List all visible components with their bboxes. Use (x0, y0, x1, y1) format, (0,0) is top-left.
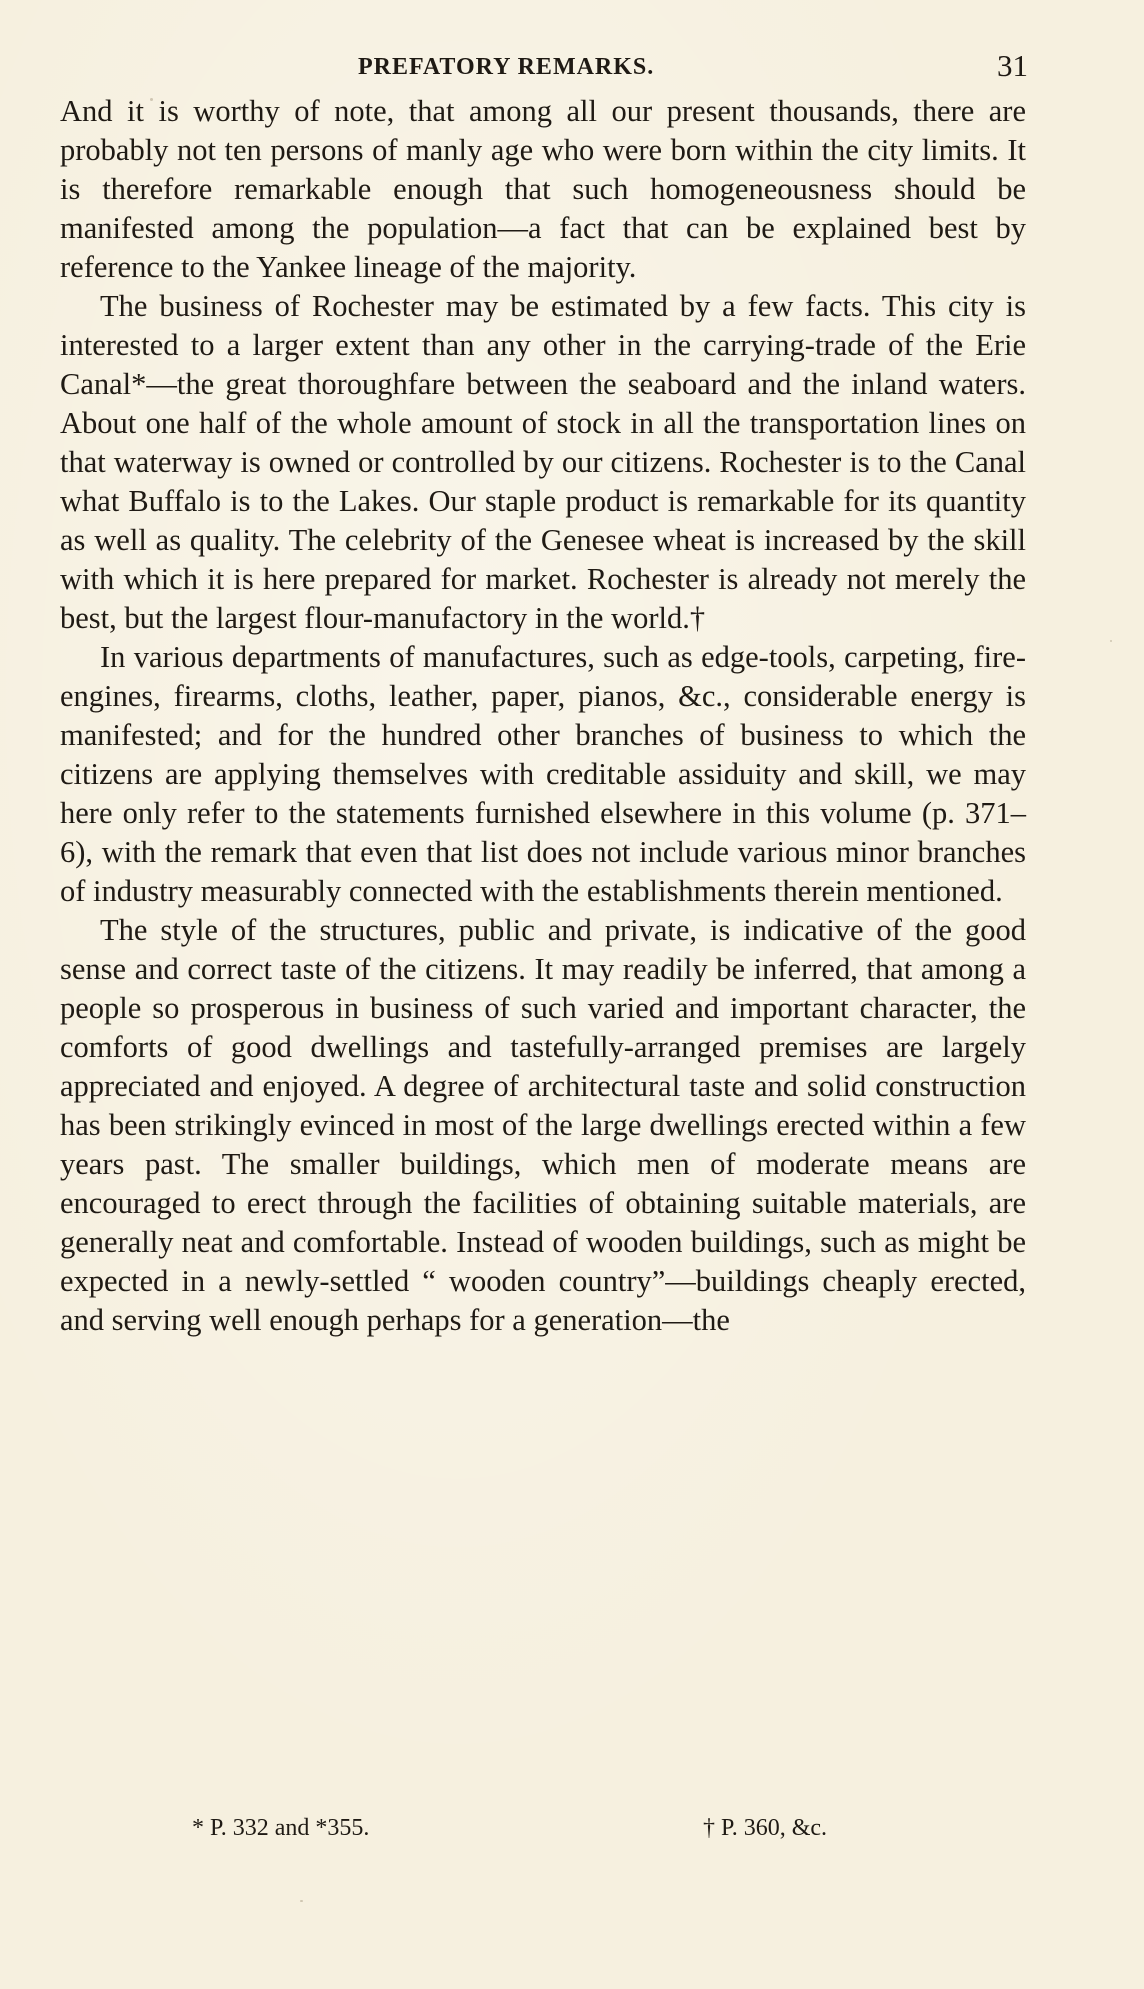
paragraph-business: The business of Rochester may be estimated by a few facts. This city is interested to a larger extent than any other in the carrying-trade of the Erie Canal*—the great thoroughfare between the seaboard and the inland waters. About one half of the whole amount of stock in all the transportation lines on that waterway is owned or controlled by our citizens. Rochester is to the Canal what Buffalo is to the Lakes. Our staple product is remarkable for its quantity as well as quality. The celebrity of the Genesee wheat is increased by the skill with which it is here prepared for market. Rochester is already not merely the best, but the largest flour-manufactory in the world.† (60, 289, 1026, 635)
paper-speck (1110, 640, 1112, 642)
page-header (358, 48, 1028, 92)
running-head: PREFATORY REMARKS. (358, 54, 655, 80)
paper-speck (300, 1900, 303, 1902)
paragraph-manufactures: In various departments of manufactures, such as edge-tools, carpeting, fire-engines, firearms, cloths, leather, paper, pianos, &c., considerable energy is manifested; and for the hundred other branches of business to which the citizens are applying themselves with creditable assiduity and skill, we may here only refer to the statements furnished elsewhere in this volume (p. 371–6), with the remark that even that list does not include various minor branches of industry measurably connected with the establishments therein mentioned. (60, 640, 1026, 908)
footnote-canal: * P. 332 and *355. (192, 1815, 370, 1841)
paragraph-population: And it is worthy of note, that among all our present thousands, there are probably not ten persons of manly age who were born within the city limits. It is therefore remarkable enough that such homogeneousness should be manifested among the population—a fact that can be explained best by reference to the Yankee lineage of the majority. (60, 94, 1026, 284)
paper-speck (540, 1240, 542, 1242)
paper-speck (150, 98, 153, 101)
page-number: 31 (997, 48, 1028, 83)
footnote-flour: † P. 360, &c. (703, 1815, 828, 1841)
footnotes (60, 1815, 1026, 1851)
paragraph-structures: The style of the structures, public and private, is indicative of the good sense and correct taste of the citizens. It may readily be inferred, that among a people so prosperous in business of such varied and important character, the comforts of good dwellings and tastefully-arranged premises are largely appreciated and enjoyed. A degree of architectural taste and solid construction has been strikingly evinced in most of the large dwellings erected within a few years past. The smaller buildings, which men of moderate means are encouraged to erect through the facilities of obtaining suitable materials, are generally neat and comfortable. Instead of wooden buildings, such as might be expected in a newly-settled “ wooden country”—buildings cheaply erected, and serving well enough perhaps for a generation—the (60, 913, 1026, 1337)
body-text (60, 92, 1026, 1340)
